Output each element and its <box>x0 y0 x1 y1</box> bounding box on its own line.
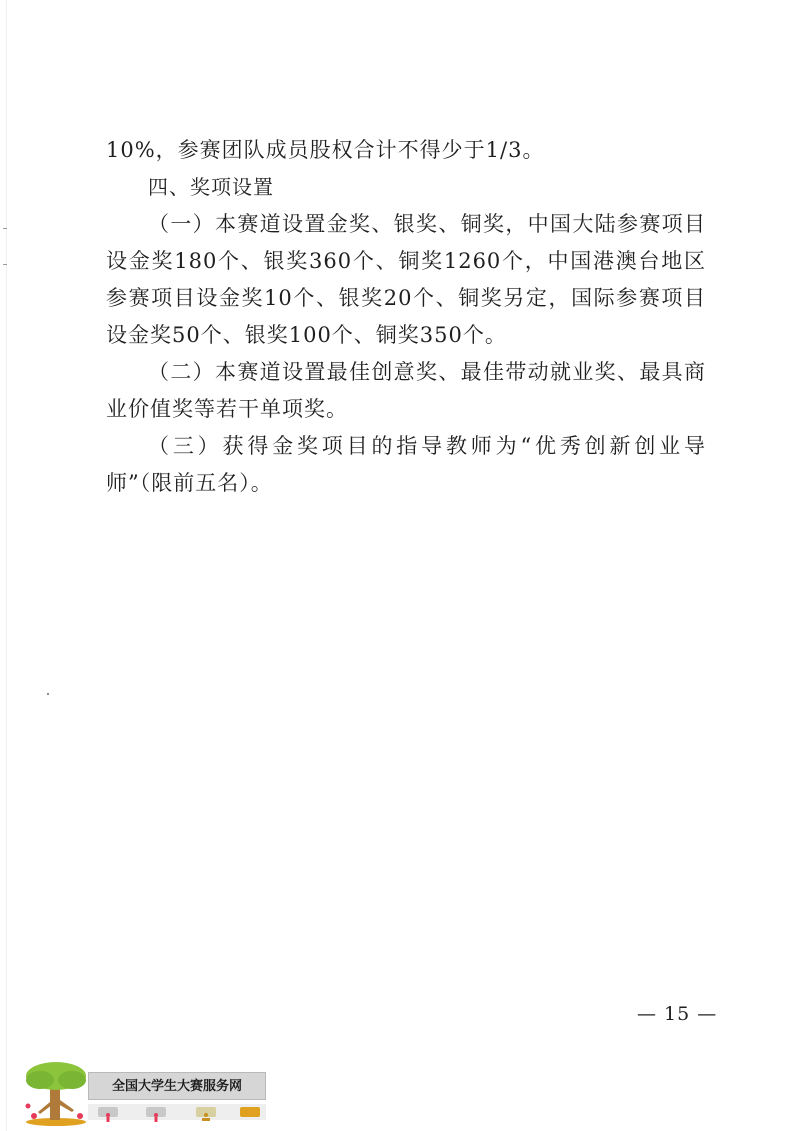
page-number: — 15 — <box>637 1003 718 1025</box>
page-edge-tick <box>3 228 7 229</box>
paragraph-award-counts: （一）本赛道设置金奖、银奖、铜奖，中国大陆参赛项目设金奖180个、银奖360个、铜奖1260个，中国港澳台地区参赛项目设金奖10个、银奖20个、铜奖另定，国际参赛项目设金奖50个、银奖100个、铜奖350个。 <box>106 212 706 347</box>
tree-logo-icon <box>20 1058 92 1126</box>
person-yellow-icon <box>196 1107 216 1117</box>
paragraph-continued: 10%，参赛团队成员股权合计不得少于1/3。 <box>106 138 545 162</box>
scan-speck <box>47 693 49 695</box>
document-body <box>106 132 706 502</box>
page-left-edge-line <box>6 0 7 1131</box>
section-heading-awards: 四、奖项设置 <box>148 175 274 199</box>
page-edge-tick <box>3 264 7 265</box>
watermark-logo <box>20 1058 270 1126</box>
paragraph-mentor-award: （三）获得金奖项目的指导教师为“优秀创新创业导师”（限前五名）。 <box>106 434 706 495</box>
person-red-icon <box>98 1107 118 1117</box>
person-red-icon <box>146 1107 166 1117</box>
watermark-site-name: 全国大学生大赛服务网 <box>88 1072 266 1100</box>
badge-orange-icon <box>240 1107 260 1117</box>
paragraph-special-awards: （二）本赛道设置最佳创意奖、最佳带动就业奖、最具商业价值奖等若干单项奖。 <box>106 360 706 421</box>
watermark-icon-strip <box>88 1104 266 1120</box>
